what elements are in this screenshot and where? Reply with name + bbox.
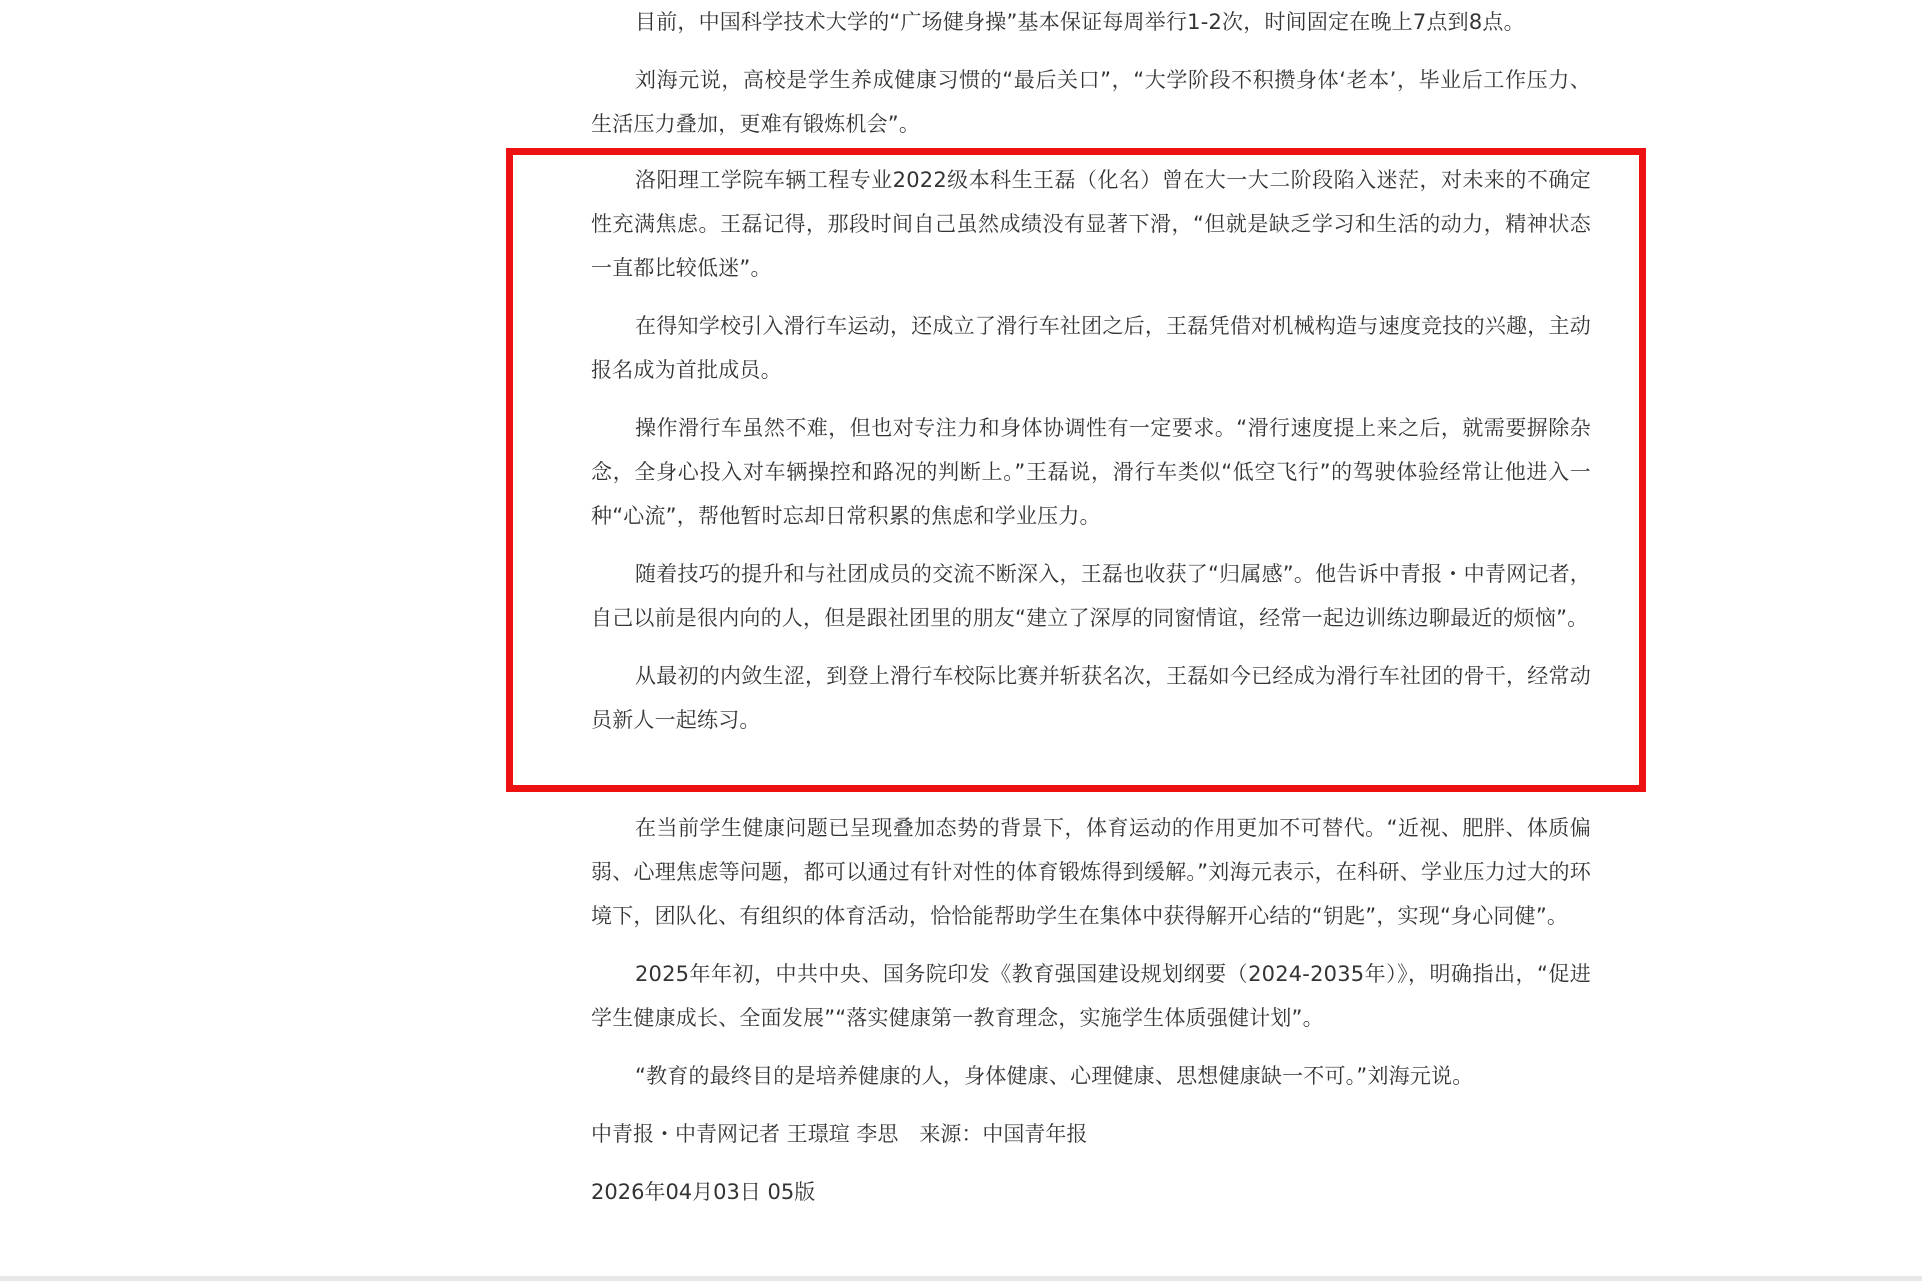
paragraph-highlight-3: 操作滑行车虽然不难，但也对专注力和身体协调性有一定要求。“滑行速度提上来之后，就需要摒除杂念，全身心投入对车辆操控和路况的判断上。”王磊说，滑行车类似“低空飞行”的驾驶体验经常让他进入一种“心流”，帮他暂时忘却日常积累的焦虑和学业压力。 (591, 416, 1591, 528)
bottom-paragraphs (591, 806, 1591, 1214)
paragraph-highlight-1: 洛阳理工学院车辆工程专业2022级本科生王磊（化名）曾在大一大二阶段陷入迷茫，对未来的不确定性充满焦虑。王磊记得，那段时间自己虽然成绩没有显著下滑，“但就是缺乏学习和生活的动力，精神状态一直都比较低迷”。 (591, 168, 1591, 280)
paragraph-bottom-3: “教育的最终目的是培养健康的人，身体健康、心理健康、思想健康缺一不可。”刘海元说。 (635, 1064, 1474, 1088)
top-paragraphs (591, 0, 1591, 146)
highlighted-paragraphs (591, 158, 1591, 756)
paragraph-highlight-5: 从最初的内敛生涩，到登上滑行车校际比赛并斩获名次，王磊如今已经成为滑行车社团的骨干，经常动员新人一起练习。 (591, 664, 1591, 732)
paragraph-top-1: 目前，中国科学技术大学的“广场健身操”基本保证每周举行1-2次，时间固定在晚上7点到8点。 (635, 10, 1525, 34)
paragraph-bottom-1: 在当前学生健康问题已呈现叠加态势的背景下，体育运动的作用更加不可替代。“近视、肥胖、体质偏弱、心理焦虑等问题，都可以通过有针对性的体育锻炼得到缓解。”刘海元表示，在科研、学业压力过大的环境下，团队化、有组织的体育活动，恰恰能帮助学生在集体中获得解开心结的“钥匙”，实现“身心同健”。 (591, 816, 1591, 928)
dateline: 2026年04月03日 05版 (591, 1180, 816, 1204)
paragraph-bottom-2: 2025年年初，中共中央、国务院印发《教育强国建设规划纲要（2024-2035年）》，明确指出，“促进学生健康成长、全面发展”“落实健康第一教育理念，实施学生体质强健计划”。 (591, 962, 1591, 1030)
paragraph-top-2: 刘海元说，高校是学生养成健康习惯的“最后关口”，“大学阶段不积攒身体‘老本’，毕业后工作压力、生活压力叠加，更难有锻炼机会”。 (591, 68, 1591, 136)
paragraph-highlight-4: 随着技巧的提升和与社团成员的交流不断深入，王磊也收获了“归属感”。他告诉中青报・中青网记者，自己以前是很内向的人，但是跟社团里的朋友“建立了深厚的同窗情谊，经常一起边训练边聊最近的烦恼”。 (591, 562, 1591, 630)
paragraph-highlight-2: 在得知学校引入滑行车运动，还成立了滑行车社团之后，王磊凭借对机械构造与速度竞技的兴趣，主动报名成为首批成员。 (591, 314, 1591, 382)
bottom-divider (0, 1276, 1922, 1281)
byline: 中青报・中青网记者 王璟瑄 李思 来源：中国青年报 (591, 1122, 1088, 1146)
